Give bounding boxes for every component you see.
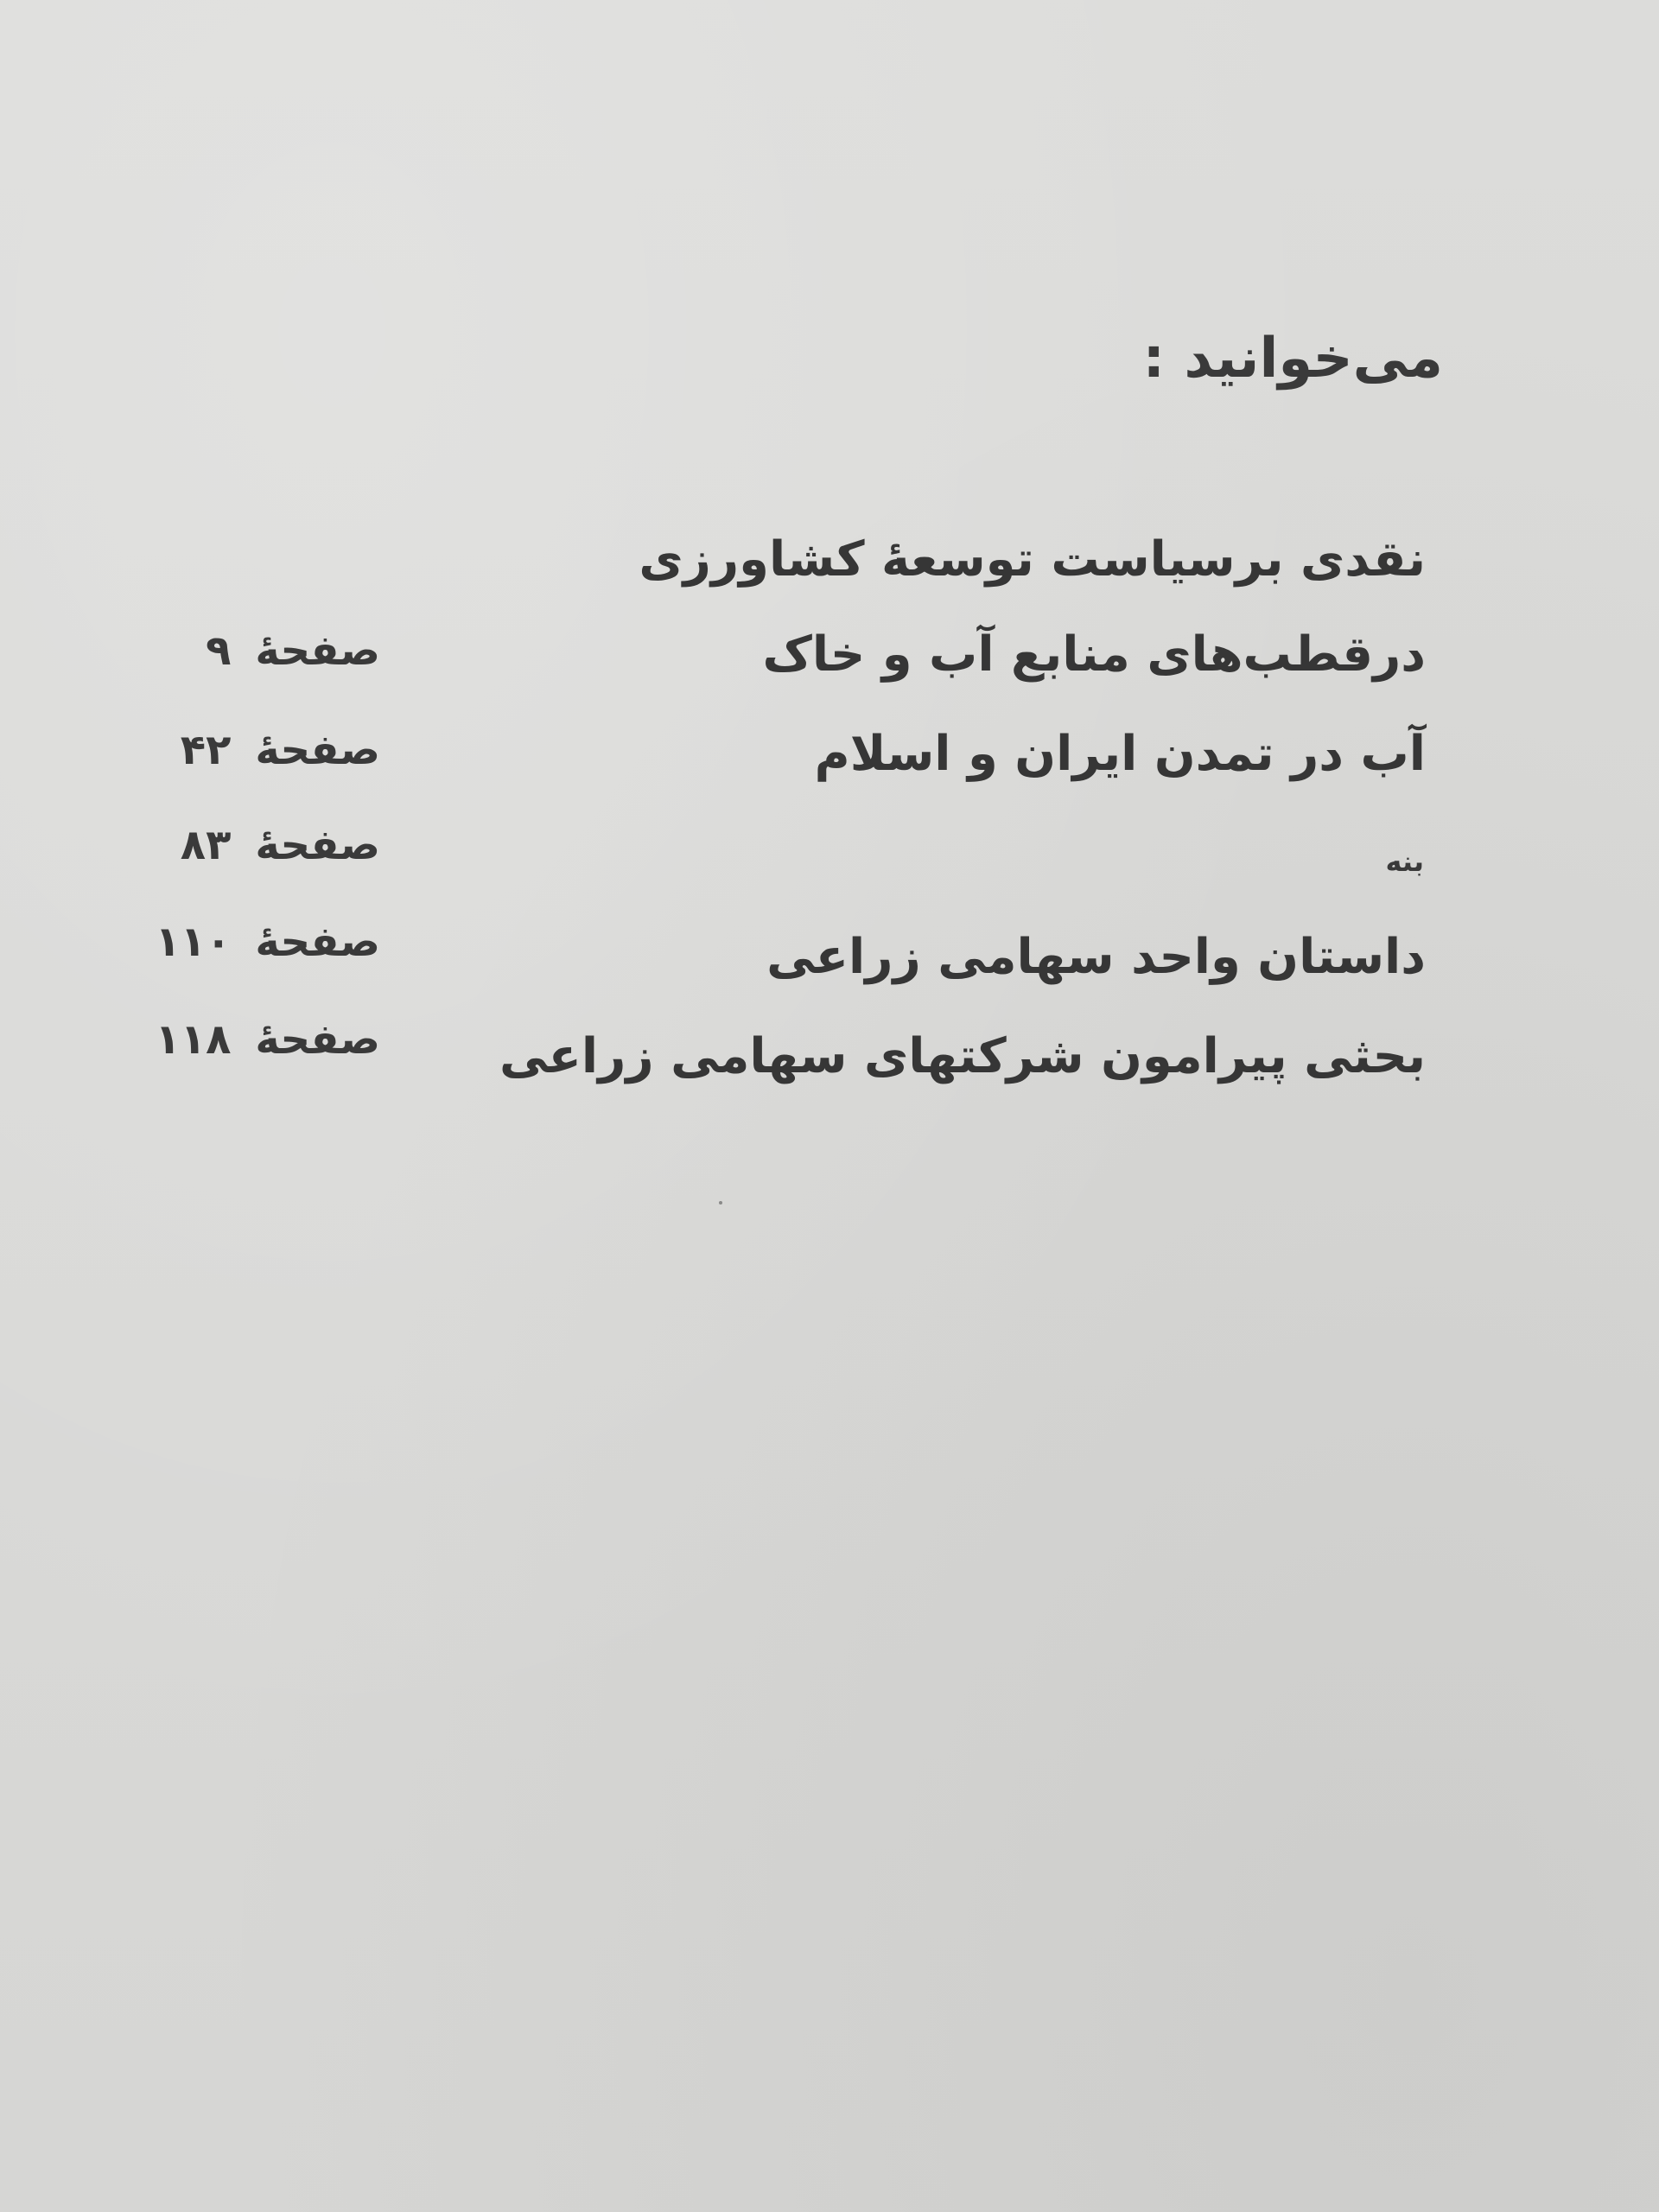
toc-entry-title: درقطب‌های منابع آب و خاک	[762, 626, 1426, 683]
toc-entry-title: آب در تمدن ایران و اسلام	[814, 726, 1426, 782]
contents-heading: می‌خوانید :	[1142, 327, 1443, 391]
page-label: صفحهٔ	[255, 918, 380, 966]
toc-entry-page-ref	[121, 626, 380, 675]
toc-entry-title: نقدی برسیاست توسعهٔ کشاورزی	[639, 531, 1426, 588]
paper-speck	[719, 1201, 722, 1205]
page-number: ۱۱۸	[155, 1015, 232, 1064]
page-label: صفحهٔ	[255, 1015, 380, 1064]
toc-entry-title: بنه	[1385, 845, 1424, 878]
page-label: صفحهٔ	[255, 726, 380, 774]
toc-entry-page-ref	[121, 726, 380, 774]
toc-entry-title: بحثی پیرامون شرکتهای سهامی زراعی	[499, 1028, 1426, 1084]
page-label: صفحهٔ	[255, 626, 380, 675]
toc-entry-title: داستان واحد سهامی زراعی	[766, 929, 1426, 985]
page-number: ۱۱۰	[155, 918, 232, 966]
toc-entry-page-ref	[121, 821, 380, 869]
page-label: صفحهٔ	[255, 821, 380, 869]
toc-entry-page-ref	[121, 918, 380, 966]
page-number: ۹	[206, 626, 232, 675]
toc-entry-page-ref	[121, 1015, 380, 1064]
page-number: ۸۳	[180, 821, 232, 869]
page-number: ۴۲	[180, 726, 232, 774]
